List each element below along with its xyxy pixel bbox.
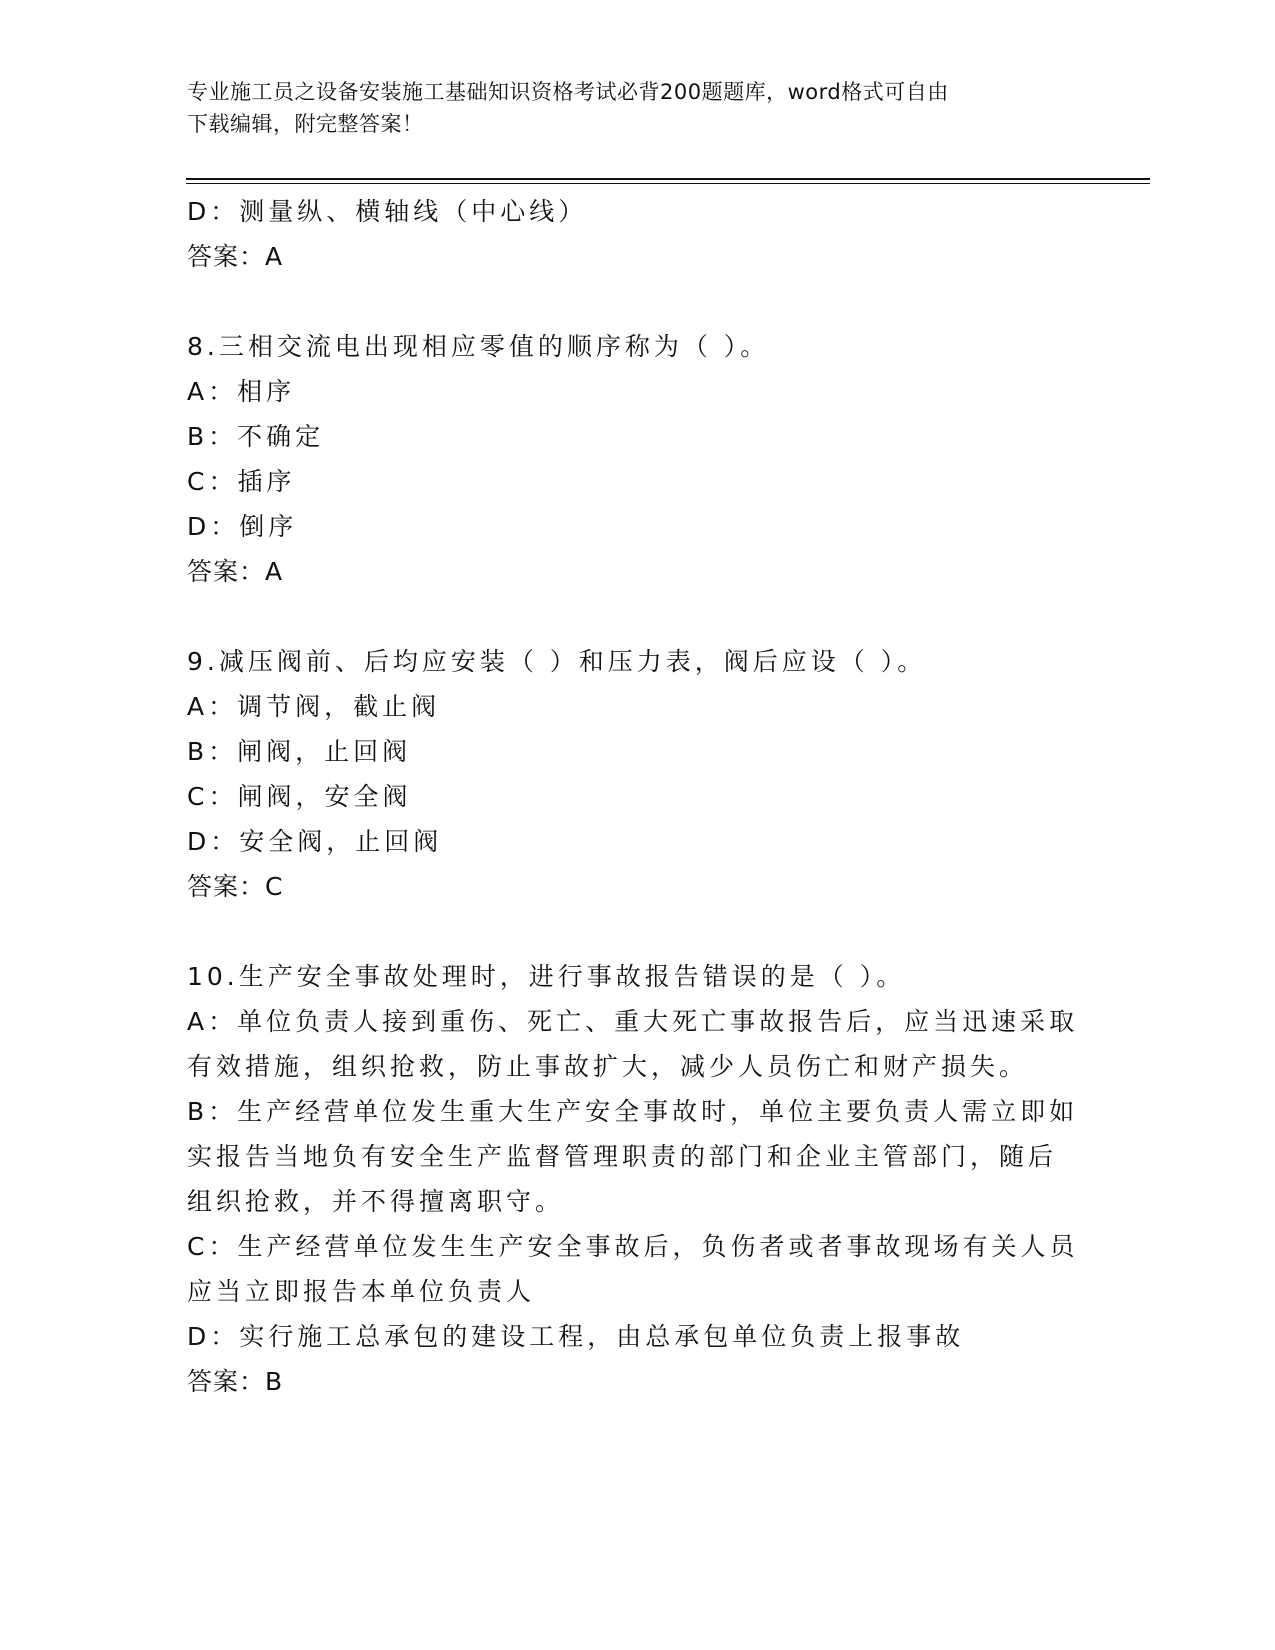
header-rule-thick bbox=[186, 178, 1150, 180]
question-8-stem: 8.三相交流电出现相应零值的顺序称为（ ）。 bbox=[187, 332, 770, 361]
spacer bbox=[187, 594, 1087, 639]
header-line-1: 专业施工员之设备安装施工基础知识资格考试必背200题题库，word格式可自由 bbox=[187, 80, 949, 104]
header-rule-thin bbox=[186, 183, 1150, 184]
question-8-option-a: A：相序 bbox=[187, 377, 296, 406]
prev-answer: 答案：A bbox=[187, 242, 284, 271]
prev-option-d: D：测量纵、横轴线（中心线） bbox=[187, 197, 588, 226]
header-line-2: 下载编辑，附完整答案！ bbox=[187, 112, 424, 136]
spacer bbox=[187, 909, 1087, 954]
question-9-stem: 9.减压阀前、后均应安装（ ）和压力表，阀后应设（ ）。 bbox=[187, 647, 927, 676]
question-10-answer: 答案：B bbox=[187, 1367, 284, 1396]
question-9-option-d: D：安全阀，止回阀 bbox=[187, 827, 443, 856]
document-header bbox=[187, 76, 1067, 140]
question-10-stem: 10.生产安全事故处理时，进行事故报告错误的是（ ）。 bbox=[187, 962, 906, 991]
question-10-option-d: D：实行施工总承包的建设工程，由总承包单位负责上报事故 bbox=[187, 1322, 965, 1351]
question-9-option-a: A：调节阀，截止阀 bbox=[187, 692, 441, 721]
question-10-option-b-line-1: B：生产经营单位发生重大生产安全事故时，单位主要负责人需立即如 bbox=[187, 1097, 1079, 1126]
question-10-option-b-line-2: 实报告当地负有安全生产监督管理职责的部门和企业主管部门，随后 bbox=[187, 1142, 1058, 1171]
question-list bbox=[187, 189, 1087, 1404]
question-10-option-a-line-1: A：单位负责人接到重伤、死亡、重大死亡事故报告后，应当迅速采取 bbox=[187, 1007, 1079, 1036]
question-10-option-b-line-3: 组织抢救，并不得擅离职守。 bbox=[187, 1187, 565, 1216]
question-10-option-a-line-2: 有效措施，组织抢救，防止事故扩大，减少人员伤亡和财产损失。 bbox=[187, 1052, 1029, 1081]
question-10-option-c-line-1: C：生产经营单位发生生产安全事故后，负伤者或者事故现场有关人员 bbox=[187, 1232, 1079, 1261]
question-9-option-b: B：闸阀，止回阀 bbox=[187, 737, 412, 766]
question-8-answer: 答案：A bbox=[187, 557, 284, 586]
spacer bbox=[187, 279, 1087, 324]
question-10-option-c-line-2: 应当立即报告本单位负责人 bbox=[187, 1277, 536, 1306]
question-8-option-d: D：倒序 bbox=[187, 512, 298, 541]
question-9-option-c: C：闸阀，安全阀 bbox=[187, 782, 412, 811]
question-8-option-b: B：不确定 bbox=[187, 422, 325, 451]
question-8-option-c: C：插序 bbox=[187, 467, 296, 496]
question-9-answer: 答案：C bbox=[187, 872, 284, 901]
